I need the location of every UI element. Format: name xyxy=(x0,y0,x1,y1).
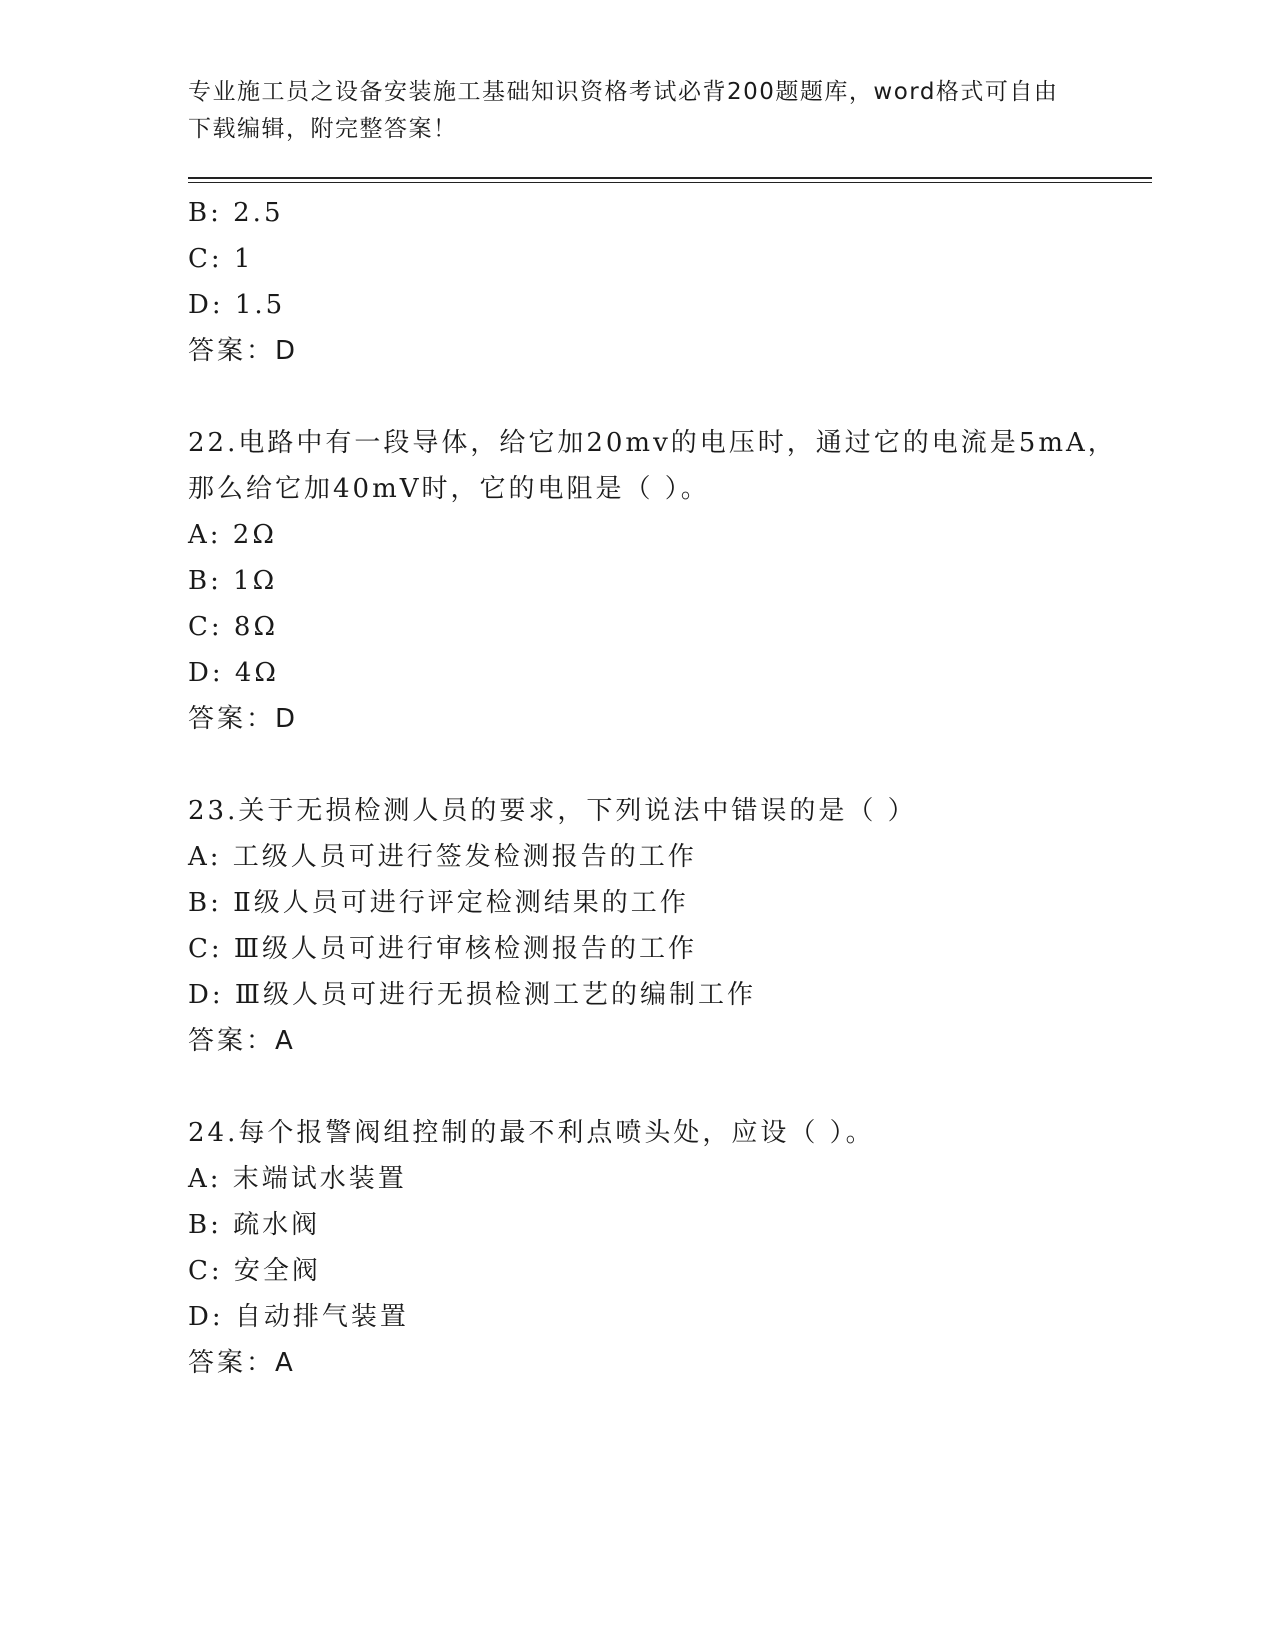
question-stem-line-2: 那么给它加40mV时，它的电阻是（ ）。 xyxy=(188,474,710,504)
header-rule-thick xyxy=(188,177,1152,179)
option-d: D: 4Ω xyxy=(188,658,279,688)
option-d: D: 自动排气装置 xyxy=(188,1302,409,1332)
option-a: A: 2Ω xyxy=(188,520,277,550)
question-23 xyxy=(188,788,1088,1064)
option-d: D: Ⅲ级人员可进行无损检测工艺的编制工作 xyxy=(188,980,756,1010)
option-b: B: Ⅱ级人员可进行评定检测结果的工作 xyxy=(188,888,689,918)
option-b: B: 1Ω xyxy=(188,566,278,596)
option-c: C: 1 xyxy=(188,244,254,274)
question-content xyxy=(188,190,1117,1386)
option-c: C: 安全阀 xyxy=(188,1256,321,1286)
question-stem-line-1: 22.电路中有一段导体，给它加20mv的电压时，通过它的电流是5mA， xyxy=(188,428,1117,458)
option-d: D: 1.5 xyxy=(188,290,286,320)
option-c: C: Ⅲ级人员可进行审核检测报告的工作 xyxy=(188,934,697,964)
answer-line: 答案：A xyxy=(188,1026,296,1056)
option-a: A: 工级人员可进行签发检测报告的工作 xyxy=(188,842,697,872)
option-b: B: 疏水阀 xyxy=(188,1210,321,1240)
option-a: A: 末端试水装置 xyxy=(188,1164,407,1194)
header-rule-thin xyxy=(188,182,1152,183)
header-line-1: 专业施工员之设备安装施工基础知识资格考试必背200题题库，word格式可自由 xyxy=(188,79,1059,105)
answer-line: 答案：D xyxy=(188,336,299,366)
option-b: B: 2.5 xyxy=(188,198,284,228)
answer-line: 答案：A xyxy=(188,1348,296,1378)
question-stem: 24.每个报警阀组控制的最不利点喷头处，应设（ ）。 xyxy=(188,1118,875,1148)
question-21-tail xyxy=(188,190,1088,374)
question-24 xyxy=(188,1110,1088,1386)
answer-line: 答案：D xyxy=(188,704,299,734)
header-line-2: 下载编辑，附完整答案！ xyxy=(188,116,458,142)
question-stem: 23.关于无损检测人员的要求，下列说法中错误的是（ ） xyxy=(188,796,917,826)
option-c: C: 8Ω xyxy=(188,612,279,642)
question-22 xyxy=(188,420,1117,742)
document-header xyxy=(188,74,1068,148)
